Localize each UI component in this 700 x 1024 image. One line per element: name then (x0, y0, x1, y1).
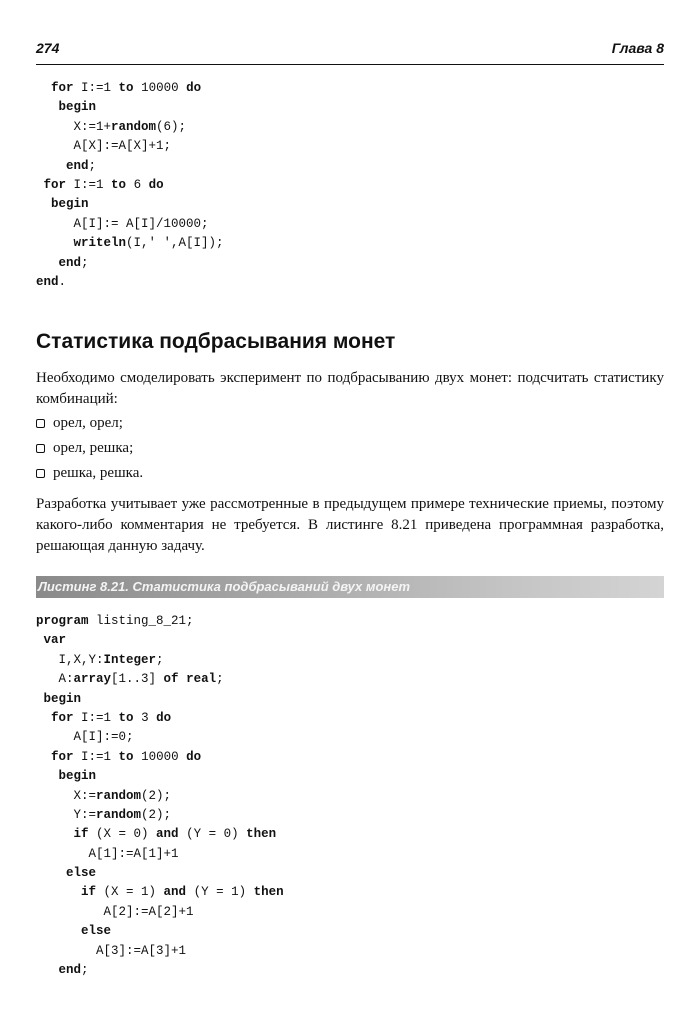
code-line: A[3]:=A[3]+1 (36, 943, 187, 958)
code-line: end. (36, 274, 67, 289)
code-line: program listing_8_21; (36, 614, 194, 628)
checkbox-bullet-icon (36, 419, 45, 428)
code-line: A[I]:= A[I]/10000; (36, 216, 209, 231)
code-line: if (X = 1) and (Y = 1) then (81, 885, 284, 900)
list-item: решка, решка. (36, 461, 143, 486)
listing-caption-bar (36, 576, 664, 598)
code-line: for I:=1 to 10000 do (51, 81, 202, 95)
code-line: for I:=1 to 6 do (43, 177, 164, 192)
checkbox-bullet-icon (36, 444, 45, 453)
code-line: end; (58, 255, 89, 270)
code-line: if (X = 0) and (Y = 0) then (73, 827, 277, 842)
code-line: else (81, 924, 112, 939)
code-line: A[I]:=0; (36, 730, 134, 745)
code-line: X:=random(2); (36, 788, 172, 803)
code-line: I,X,Y:Integer; (36, 652, 164, 667)
code-line: else (66, 866, 97, 881)
intro-paragraph: Необходимо смоделировать эксперимент по подбрасыванию двух монет: подсчитать статистику комбинаций: (36, 370, 664, 407)
page-number: 274 (36, 40, 60, 56)
code-line: A[2]:=A[2]+1 (36, 904, 194, 919)
code-line: for I:=1 to 10000 do (51, 749, 202, 764)
section-title: Статистика подбрасывания монет (36, 330, 396, 353)
listing-caption: Листинг 8.21. Статистика подбрасываний двух монет (38, 579, 411, 594)
list-item: орел, орел; (36, 411, 143, 436)
checkbox-bullet-icon (36, 469, 45, 478)
chapter-label: Глава 8 (611, 40, 664, 56)
code-line: var (43, 633, 67, 648)
combination-list (36, 411, 143, 486)
code-line: begin (58, 100, 97, 115)
code-line: Y:=random(2); (36, 807, 172, 822)
code-line: begin (58, 769, 97, 784)
development-paragraph: Разработка учитывает уже рассмотренные в предыдущем примере технические приемы, поэтому какого-либо комментария не требуется. В листинге 8.21 приведена программная разработка, решающая данную задачу. (36, 496, 664, 554)
list-item: орел, решка; (36, 436, 143, 461)
code-line: end; (66, 158, 97, 173)
code-line: begin (51, 197, 89, 212)
code-block-listing (36, 612, 284, 980)
code-line: X:=1+random(6); (36, 119, 187, 134)
code-line: for I:=1 to 3 do (51, 710, 172, 725)
page-header (36, 40, 664, 65)
code-line: end; (58, 963, 89, 978)
code-line: A:array[1..3] of real; (36, 672, 224, 687)
code-line: writeln(I,' ',A[I]); (73, 236, 224, 251)
code-line: begin (43, 691, 82, 706)
code-line: A[X]:=A[X]+1; (36, 139, 172, 154)
code-block-top (36, 79, 224, 292)
code-line: A[1]:=A[1]+1 (36, 846, 179, 861)
